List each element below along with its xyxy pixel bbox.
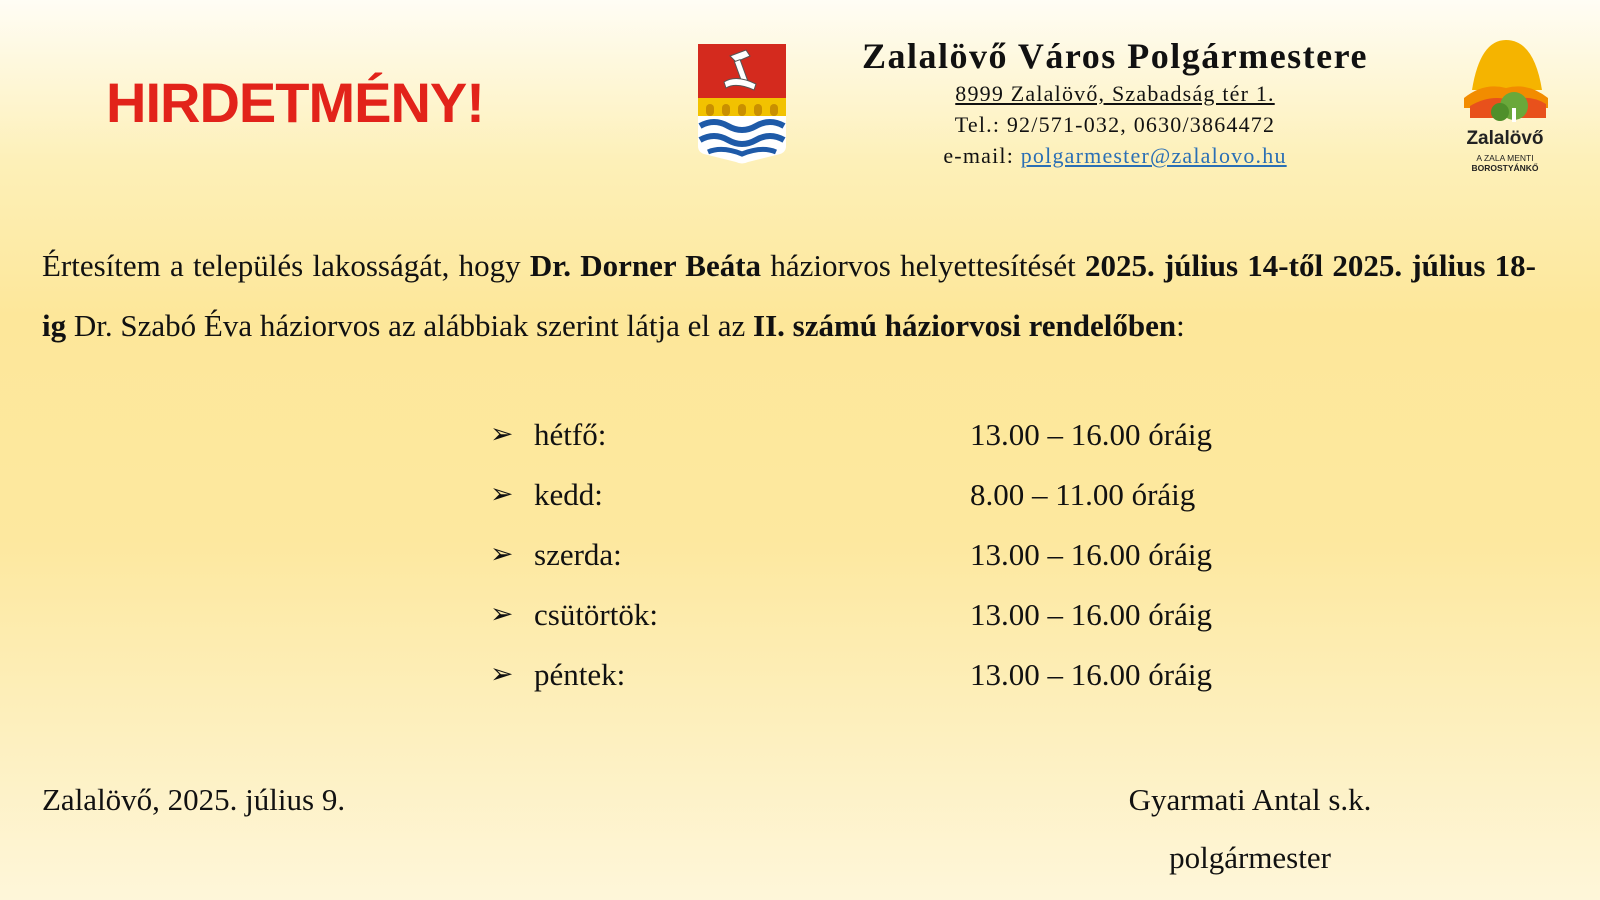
notice-title: HIRDETMÉNY!: [106, 71, 484, 134]
schedule-day: péntek:: [534, 657, 626, 692]
schedule-row: [490, 536, 1290, 596]
email-label: e-mail:: [943, 143, 1021, 168]
schedule-time: 13.00 – 16.00 óráig: [970, 537, 1212, 572]
arrow-bullet-icon: ➢: [490, 479, 514, 510]
logo-name: Zalalövő: [1466, 128, 1544, 149]
arrow-bullet-icon: ➢: [490, 659, 514, 690]
email-line: [830, 140, 1400, 171]
office-name: II. számú háziorvosi rendelőben: [753, 308, 1177, 343]
signer-name: Gyarmati Antal s.k.: [1128, 782, 1372, 817]
schedule-row: [490, 596, 1290, 656]
schedule-time: 13.00 – 16.00 óráig: [970, 657, 1212, 692]
phone: Tel.: 92/571-032, 0630/3864472: [954, 112, 1276, 137]
signature-block: [1100, 782, 1400, 876]
doctor-name: Dr. Dorner Beáta: [529, 248, 762, 283]
date-range: 2025. július 14-től 2025. július 18-ig: [42, 248, 1536, 343]
logo-emblem-icon: [1450, 38, 1560, 130]
email-link[interactable]: polgarmester@zalalovo.hu: [1020, 143, 1287, 168]
schedule-row: [490, 476, 1290, 536]
signer-role: polgármester: [1169, 840, 1331, 875]
schedule-time: 8.00 – 11.00 óráig: [970, 477, 1196, 512]
address: 8999 Zalalövő, Szabadság tér 1.: [955, 81, 1275, 106]
arrow-bullet-icon: ➢: [490, 419, 514, 450]
schedule-time: 13.00 – 16.00 óráig: [970, 417, 1212, 452]
schedule-list: [490, 416, 1290, 716]
arrow-bullet-icon: ➢: [490, 599, 514, 630]
place-date: Zalalövő, 2025. július 9.: [42, 782, 346, 817]
schedule-day: csütörtök:: [534, 597, 658, 632]
logo-tagline: A ZALA MENTI BOROSTYÁNKŐ: [1471, 153, 1539, 173]
schedule-row: [490, 656, 1290, 716]
header-block: [830, 34, 1400, 171]
schedule-row: [490, 416, 1290, 476]
org-name: Zalalövő Város Polgármestere: [862, 36, 1368, 76]
schedule-day: kedd:: [534, 477, 603, 512]
schedule-time: 13.00 – 16.00 óráig: [970, 597, 1212, 632]
notice-body: Értesítem a település lakosságát, hogy Dr. Dorner Beáta háziorvos helyettesítését 2025. július 14-től 2025. július 18-ig Dr. Szabó Éva háziorvos az alábbiak szerint látja el az II. számú háziorvosi rendelőben:: [42, 248, 1536, 343]
coat-of-arms-icon: [696, 42, 788, 166]
arrow-bullet-icon: ➢: [490, 539, 514, 570]
schedule-day: hétfő:: [534, 417, 607, 452]
zalalovo-town-logo: [1450, 38, 1560, 178]
schedule-day: szerda:: [534, 537, 622, 572]
